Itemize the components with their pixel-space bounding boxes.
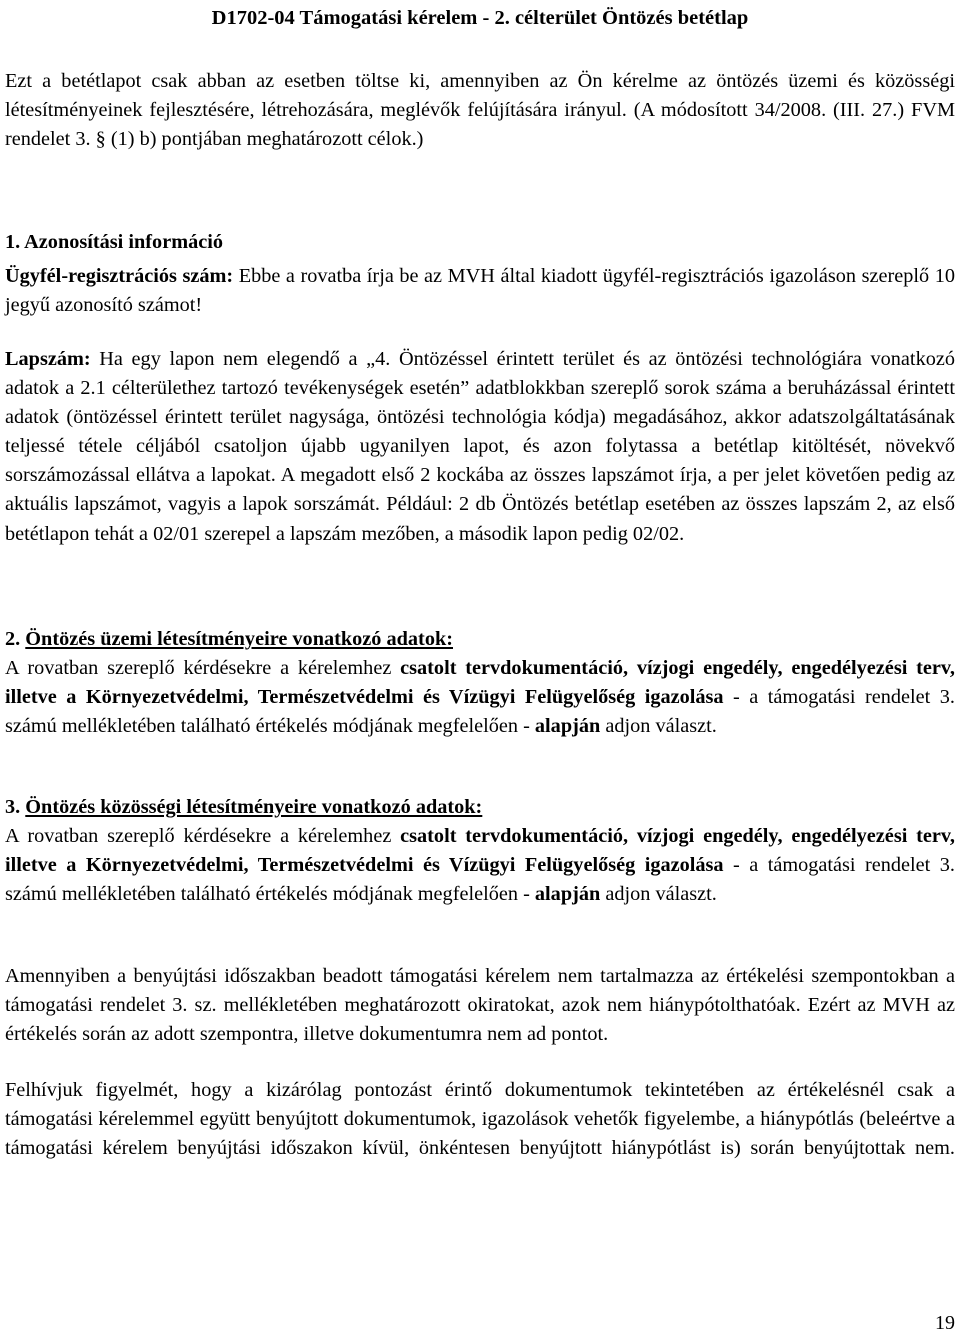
section-2-number: 2. [5, 628, 26, 650]
section-3-text-1: A rovatban szereplő kérdésekre a kérelemhez [5, 825, 401, 848]
registration-number-text: Ebbe a rovatba írja be az MVH által kiadott ügyfél-regisztrációs igazoláson szereplő 10 jegyű azonosító számot! [5, 265, 955, 317]
section-2-text-3: adjon választ. [600, 715, 717, 738]
section-1-heading: 1. Azonosítási információ [5, 231, 224, 254]
section-3-paragraph [5, 793, 955, 909]
registration-number-paragraph [5, 262, 955, 320]
closing-paragraph-2: Felhívjuk figyelmét, hogy a kizárólag pontozást érintő dokumentumok tekintetében az értékelésnél csak a támogatási kérelemmel együtt benyújtott dokumentumok, igazolások vehetők figyelembe, a hiánypótlás (beleértve a támogatási kérelem benyújtási időszakon kívül, önkéntesen benyújtott hiánypótlást is) során benyújtottak nem. [5, 1079, 955, 1160]
section-2-heading: Öntözés üzemi létesítményeire vonatkozó adatok: [25, 628, 453, 650]
section-2-text-1: A rovatban szereplő kérdésekre a kérelemhez [5, 657, 401, 680]
section-2-paragraph [5, 625, 955, 741]
section-3-bold-1: csatolt tervdokumentáció, vízjogi engedély, engedélyezési terv, illetve a Környezetvédelmi, Természetvédelmi és Vízügyi Felügyelőség igazolása [5, 825, 955, 877]
page-number-paragraph [5, 345, 955, 549]
section-3-bold-2: alapján [534, 883, 601, 906]
closing-paragraph-1: Amennyiben a benyújtási időszakban beadott támogatási kérelem nem tartalmazza az értékelési szempontokban a támogatási rendelet 3. sz. mellékletében meghatározott okiratokat, azok nem hiánypótolthatóak. Ezért az MVH az értékelés során az adott szempontra, illetve dokumentumra nem ad pontot. [5, 965, 955, 1046]
registration-number-label: Ügyfél-regisztrációs szám: [5, 265, 234, 287]
section-2-bold-2: alapján [534, 715, 601, 738]
page-number: 19 [935, 1312, 955, 1334]
page-number-label: Lapszám: [5, 348, 91, 370]
section-2-bold-1: csatolt tervdokumentáció, vízjogi engedély, engedélyezési terv, illetve a Környezetvédelmi, Természetvédelmi és Vízügyi Felügyelőség igazolása [5, 657, 955, 709]
section-3-text-2: - a támogatási rendelet 3. számú mellékletében található értékelés módjának megfelelően - [5, 854, 955, 906]
page-title: D1702-04 Támogatási kérelem - 2. célterület Öntözés betétlap [211, 7, 749, 29]
section-2-text-2: - a támogatási rendelet 3. számú mellékletében található értékelés módjának megfelelően - [5, 686, 955, 738]
page-number-text: Ha egy lapon nem elegendő a „4. Öntözéssel érintett terület és az öntözési technológiára vonatkozó adatok a 2.1 célterülethez tartozó tevékenységek esetén” adatblokkban szereplő sorok száma a beruházással érintett adatok (öntözéssel érintett terület nagysága, öntözési technológia kódja) megadásához, akkor adatszolgáltatásának teljessé tétele céljából csatoljon újabb ugyanilyen lapot, és azon folytassa a betétlap kitöltését, növekvő sorszámozással ellátva a lapokat. A megadott első 2 kockába az összes lapszámot írja, a per jelet követően pedig az aktuális lapszámot, vagyis a lapok sorszámát. Például: 2 db Öntözés betétlap esetében az összes lapszám 2, az első betétlapon tehát a 02/01 szerepel a lapszám mezőben, a második lapon pedig 02/02. [5, 348, 955, 545]
section-3-number: 3. [5, 796, 26, 818]
intro-paragraph: Ezt a betétlapot csak abban az esetben töltse ki, amennyiben az Ön kérelme az öntözés üzemi és közösségi létesítményeinek fejlesztésére, létrehozására, meglévők felújítására irányul. (A módosított 34/2008. (III. 27.) FVM rendelet 3. § (1) b) pontjában meghatározott célok.) [5, 70, 955, 151]
section-3-text-3: adjon választ. [600, 883, 717, 906]
section-3-heading: Öntözés közösségi létesítményeire vonatkozó adatok: [25, 796, 483, 818]
